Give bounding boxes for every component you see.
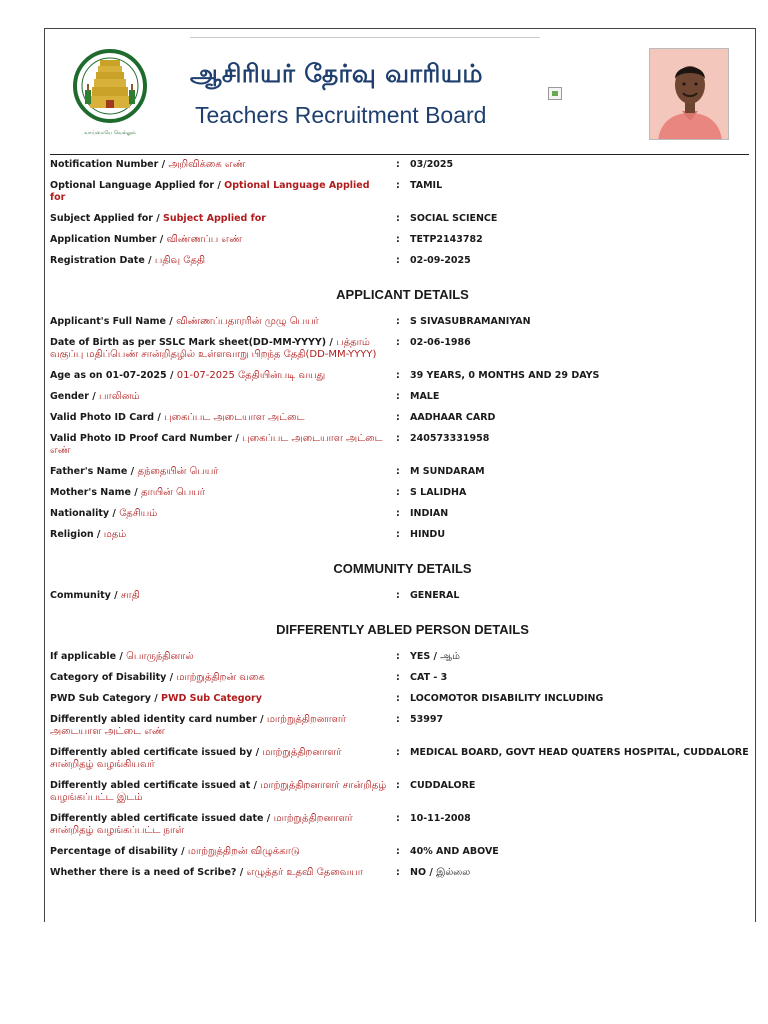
field-value (410, 370, 755, 382)
field-value-text: 02-06-1986 (410, 337, 471, 348)
field-value-text: CUDDALORE (410, 780, 476, 791)
field-label-english: PWD Sub Category / (50, 693, 162, 704)
separator-colon: : (396, 672, 400, 683)
field-label-tamil: Optional Language Applied for (50, 180, 370, 203)
field-label-tamil: மதம் (103, 529, 127, 540)
field-label-english: Valid Photo ID Card / (50, 412, 165, 423)
field-label-english: Differently abled certificate issued date / (50, 813, 274, 824)
detail-row (50, 525, 755, 546)
field-label-tamil: விண்ணப்ப எண் (166, 234, 242, 245)
field-label-english: Notification Number / (50, 159, 169, 170)
field-label-english: Optional Language Applied for / (50, 180, 225, 191)
field-label-english: Community / (50, 590, 121, 601)
field-value-text: TAMIL (410, 180, 443, 191)
field-label (50, 672, 396, 684)
field-label-tamil: 01-07-2025 தேதியின்படி வயது (176, 370, 326, 381)
separator-colon: : (396, 867, 400, 878)
field-value-text: M SUNDARAM (410, 466, 485, 477)
detail-row (50, 809, 755, 842)
field-value (410, 672, 755, 684)
field-value (410, 867, 755, 879)
field-label-tamil: பத்தாம் வகுப்பு மதிப்பெண் சான்றிதழில் உள்ளவாறு பிறந்த தேதி(DD-MM-YYYY) (50, 337, 377, 360)
field-label (50, 780, 396, 804)
field-label-tamil: விண்ணப்பதாரரின் முழு பெயர் (176, 316, 319, 327)
field-label-english: Nationality / (50, 508, 120, 519)
detail-row (50, 689, 755, 710)
separator-colon: : (396, 316, 400, 327)
field-label (50, 159, 396, 171)
separator-colon: : (396, 747, 400, 758)
field-value-text: GENERAL (410, 590, 460, 601)
field-label-english: Category of Disability / (50, 672, 177, 683)
field-value (410, 213, 755, 225)
field-value-text: AADHAAR CARD (410, 412, 496, 423)
detail-row (50, 710, 755, 743)
field-label-tamil: மாற்றுத்திறன் விழுக்காடு (187, 846, 300, 857)
field-value (410, 714, 755, 738)
field-label-tamil: அறிவிக்கை எண் (168, 159, 246, 170)
field-label-tamil: தேசியம் (119, 508, 158, 519)
separator-colon: : (396, 508, 400, 519)
field-value-text: CAT - 3 (410, 672, 448, 683)
separator-colon: : (396, 255, 400, 266)
detail-row (50, 333, 755, 366)
separator-colon: : (396, 370, 400, 381)
field-label-tamil: Subject Applied for (163, 213, 266, 224)
field-label-tamil: பதிவு தேதி (154, 255, 206, 266)
field-label (50, 180, 396, 204)
field-label-english: Percentage of disability / (50, 846, 188, 857)
detail-row (50, 408, 755, 429)
field-value-text: INDIAN (410, 508, 449, 519)
field-label-tamil: மாற்றுத்திறனாளர் அடையாள அட்டை எண் (50, 714, 346, 737)
detail-row (50, 743, 755, 776)
field-label-tamil: மாற்றுத்திறனாளர் சான்றிதழ் வழங்கப்பட்ட இடம் (50, 780, 387, 803)
field-label (50, 213, 396, 225)
separator-colon: : (396, 693, 400, 704)
field-label (50, 433, 396, 457)
detail-row (50, 504, 755, 525)
separator-colon: : (396, 487, 400, 498)
separator-colon: : (396, 466, 400, 477)
separator-colon: : (396, 433, 400, 444)
field-value-text: SOCIAL SCIENCE (410, 213, 498, 224)
field-label-english: Date of Birth as per SSLC Mark sheet(DD-MM-YYYY) / (50, 337, 337, 348)
field-label (50, 590, 396, 602)
detail-row (50, 312, 755, 333)
field-label-english: Valid Photo ID Proof Card Number / (50, 433, 243, 444)
field-value (410, 747, 755, 771)
application-form-page (44, 28, 756, 922)
field-label-tamil: புகைப்பட அடையாள அட்டை (164, 412, 305, 423)
field-value-text: S LALIDHA (410, 487, 467, 498)
detail-row (50, 586, 755, 607)
broken-image-icon (548, 87, 562, 100)
field-label (50, 255, 396, 267)
field-label-tamil: தாயின் பெயர் (141, 487, 205, 498)
field-value (410, 433, 755, 457)
separator-colon: : (396, 391, 400, 402)
field-label-tamil: சாதி (120, 590, 140, 601)
field-label-english: Whether there is a need of Scribe? / (50, 867, 247, 878)
detail-row (50, 668, 755, 689)
field-value-text: HINDU (410, 529, 446, 540)
field-value (410, 316, 755, 328)
field-label (50, 337, 396, 361)
form-content (45, 155, 755, 884)
board-title-english: Teachers Recruitment Board (195, 102, 487, 128)
field-value-text: NO / (410, 867, 437, 878)
field-label (50, 813, 396, 837)
separator-colon: : (396, 846, 400, 857)
separator-colon: : (396, 780, 400, 791)
separator-colon: : (396, 590, 400, 601)
field-label-tamil: பொருந்தினால் (126, 651, 194, 662)
field-label (50, 370, 396, 382)
applicant-details (50, 312, 755, 546)
field-value-text: S SIVASUBRAMANIYAN (410, 316, 531, 327)
field-label (50, 693, 396, 705)
field-label-tamil: மாற்றுத்திறனாளர் சான்றிதழ் வழங்கப்பட்ட நாள் (50, 813, 353, 836)
detail-row (50, 776, 755, 809)
field-value-text: LOCOMOTOR DISABILITY INCLUDING (410, 693, 604, 704)
field-label (50, 508, 396, 520)
separator-colon: : (396, 651, 400, 662)
detail-row (50, 251, 755, 272)
field-label (50, 651, 396, 663)
field-value-text: YES / (410, 651, 441, 662)
field-label-english: Subject Applied for / (50, 213, 164, 224)
field-value (410, 813, 755, 837)
separator-colon: : (396, 213, 400, 224)
field-label-english: Gender / (50, 391, 100, 402)
field-value-text: 40% AND ABOVE (410, 846, 499, 857)
field-value-text: MALE (410, 391, 440, 402)
field-label-tamil: மாற்றுத்திறன் வகை (176, 672, 265, 683)
field-label-english: Mother's Name / (50, 487, 142, 498)
detail-row (50, 483, 755, 504)
detail-row (50, 155, 755, 176)
section-title-applicant: APPLICANT DETAILS (336, 287, 469, 302)
separator-colon: : (396, 813, 400, 824)
field-label-english: Religion / (50, 529, 104, 540)
field-label (50, 316, 396, 328)
header-rule (190, 37, 540, 38)
field-value (410, 651, 755, 663)
field-label (50, 391, 396, 403)
detail-row (50, 387, 755, 408)
field-label-english: Differently abled certificate issued by / (50, 747, 263, 758)
field-label (50, 529, 396, 541)
separator-colon: : (396, 180, 400, 191)
field-value (410, 180, 755, 204)
field-value-text: 03/2025 (410, 159, 454, 170)
field-label-english: Age as on 01-07-2025 / (50, 370, 177, 381)
field-label (50, 747, 396, 771)
applicant-photo (649, 48, 729, 140)
field-label-english: Applicant's Full Name / (50, 316, 177, 327)
field-label-tamil: தந்தையின் பெயர் (137, 466, 219, 477)
community-details (50, 586, 755, 607)
separator-colon: : (396, 412, 400, 423)
detail-row (50, 230, 755, 251)
field-value-text: 02-09-2025 (410, 255, 471, 266)
field-value-text: 53997 (410, 714, 444, 725)
detail-row (50, 863, 755, 884)
field-value (410, 159, 755, 171)
field-label-tamil: புகைப்பட அடையாள அட்டை எண் (50, 433, 383, 456)
form-header (50, 29, 749, 155)
field-label-english: Father's Name / (50, 466, 138, 477)
field-label (50, 412, 396, 424)
separator-colon: : (396, 234, 400, 245)
separator-colon: : (396, 159, 400, 170)
field-value-tamil: இல்லை (436, 867, 471, 878)
field-value-text: TETP2143782 (410, 234, 483, 245)
detail-row (50, 462, 755, 483)
detail-row (50, 366, 755, 387)
separator-colon: : (396, 337, 400, 348)
field-value (410, 412, 755, 424)
field-value-text: 240573331958 (410, 433, 490, 444)
field-label (50, 867, 396, 879)
detail-row (50, 647, 755, 668)
notification-details (50, 155, 755, 272)
field-value (410, 693, 755, 705)
field-value (410, 234, 755, 246)
field-value (410, 529, 755, 541)
field-label-english: Application Number / (50, 234, 167, 245)
field-value (410, 780, 755, 804)
field-value-tamil: ஆம் (440, 651, 460, 662)
field-value-text: 39 YEARS, 0 MONTHS AND 29 DAYS (410, 370, 600, 381)
field-label (50, 487, 396, 499)
field-label-english: Registration Date / (50, 255, 155, 266)
field-value (410, 466, 755, 478)
field-label-tamil: பாலினம் (99, 391, 140, 402)
board-title-tamil: ஆசிரியர் தேர்வு வாரியம் (190, 59, 483, 88)
field-label (50, 234, 396, 246)
differently-abled-details (50, 647, 755, 884)
field-label-english: Differently abled identity card number / (50, 714, 267, 725)
separator-colon: : (396, 714, 400, 725)
detail-row (50, 176, 755, 209)
field-value-text: MEDICAL BOARD, GOVT HEAD QUATERS HOSPITAL, CUDDALORE (410, 747, 749, 758)
field-value (410, 255, 755, 267)
field-value (410, 508, 755, 520)
section-title-community: COMMUNITY DETAILS (333, 561, 472, 576)
detail-row (50, 209, 755, 230)
detail-row (50, 842, 755, 863)
field-label-english: If applicable / (50, 651, 127, 662)
tamilnadu-emblem-icon (73, 46, 147, 138)
field-label-tamil: PWD Sub Category (161, 693, 262, 704)
field-label-tamil: எழுத்தர் உதவி தேவையா (246, 867, 364, 878)
field-label (50, 714, 396, 738)
field-value (410, 846, 755, 858)
field-value (410, 391, 755, 403)
field-label-english: Differently abled certificate issued at / (50, 780, 261, 791)
field-label-tamil: மாற்றுத்திறனாளர் சான்றிதழ் வழங்கியவர் (50, 747, 342, 770)
field-label (50, 466, 396, 478)
field-value (410, 487, 755, 499)
separator-colon: : (396, 529, 400, 540)
field-value (410, 590, 755, 602)
field-value-text: 10-11-2008 (410, 813, 471, 824)
svg-text:வாய்மையே வெல்லும்: வாய்மையே வெல்லும் (84, 130, 136, 136)
field-label (50, 846, 396, 858)
detail-row (50, 429, 755, 462)
field-value (410, 337, 755, 361)
section-title-disabled: DIFFERENTLY ABLED PERSON DETAILS (276, 622, 529, 637)
